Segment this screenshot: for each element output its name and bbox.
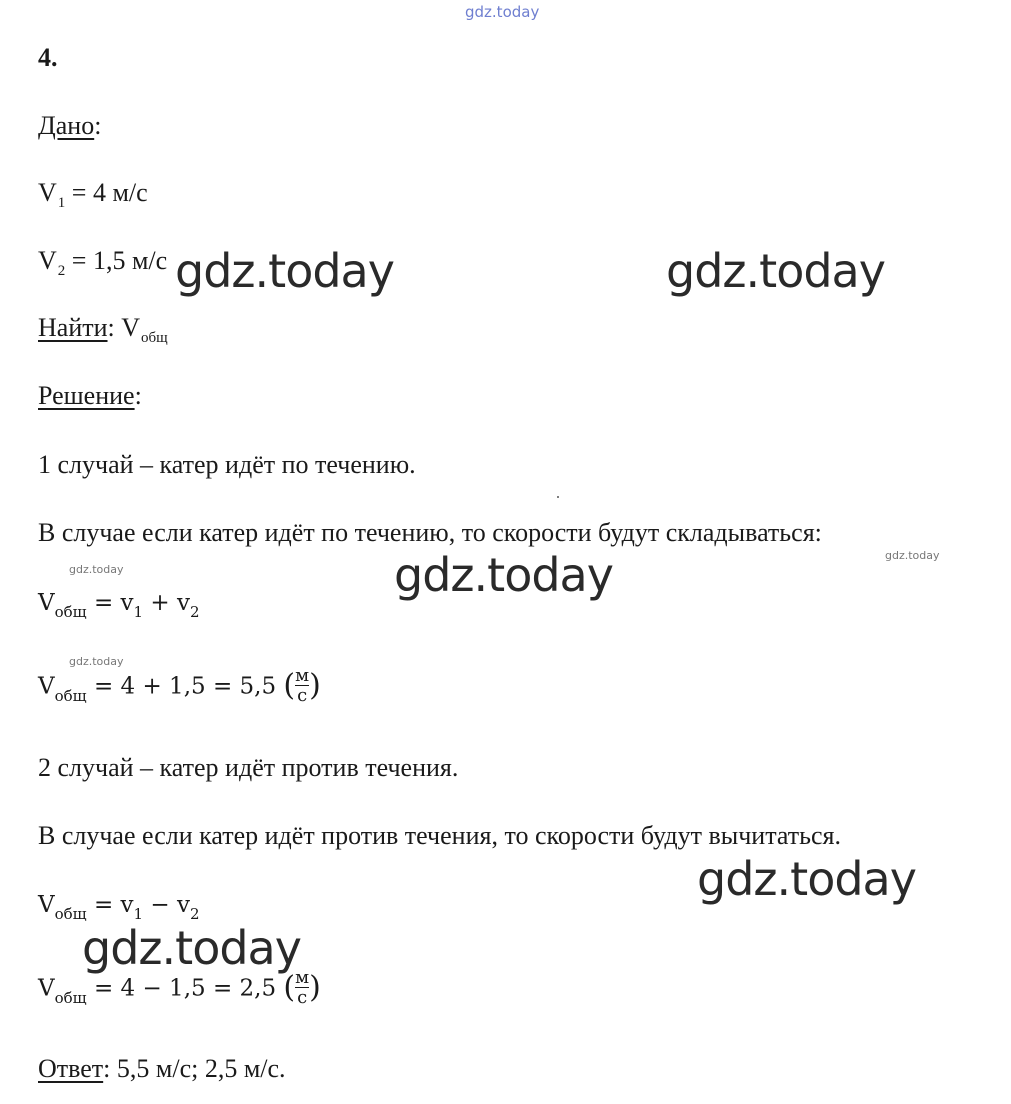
var: V [121, 313, 141, 342]
var: V [38, 178, 57, 207]
solution-heading: Решение: [38, 381, 142, 410]
case2-calc: $V_{общ} = 4 - 1,5 = 2,5$ ( $\frac{м}{с}$ ) [38, 967, 321, 1008]
watermark-top: gdz.today [465, 3, 540, 21]
case1-calc: $V_{общ} = 4 + 1,5 = 5,5$ ( $\frac{м}{с}$ ) [38, 665, 321, 706]
numerator: м [295, 967, 310, 988]
watermark: gdz.today [175, 244, 394, 298]
op: − v [143, 892, 190, 918]
watermark: gdz.today [394, 548, 613, 602]
given-label: Дано [38, 111, 95, 140]
watermark: gdz.today [885, 549, 940, 562]
subscript: общ [54, 905, 87, 923]
unit-fraction [295, 969, 309, 1006]
unit-fraction [295, 667, 309, 704]
case1-title: 1 случай – катер идёт по течению. [38, 450, 416, 479]
subscript: 1 [133, 905, 144, 923]
given-heading: Дано: [38, 111, 102, 140]
lhs: V [38, 673, 55, 700]
case1-text: В случае если катер идёт по течению, то скорости будут складываться: [38, 518, 822, 547]
case1-formula [38, 588, 200, 620]
value: = 4 м/с [65, 178, 148, 207]
value: = 1,5 м/с [65, 246, 168, 275]
solution-label: Решение [38, 381, 135, 410]
speck [557, 496, 559, 498]
var: V [38, 246, 57, 275]
expression: = 4 − 1,5 = 2,5 [86, 975, 284, 1002]
answer-value: : 5,5 м/с; 2,5 м/с. [103, 1054, 286, 1083]
answer-line [38, 1054, 286, 1084]
denominator: с [297, 987, 308, 1008]
denominator: с [297, 685, 308, 706]
expression: = 4 + 1,5 = 5,5 [86, 673, 284, 700]
lhs: V [38, 590, 55, 616]
op: + v [143, 590, 190, 616]
subscript: общ [54, 988, 87, 1007]
subscript: общ [54, 603, 87, 621]
subscript: общ [141, 330, 168, 346]
subscript: 1 [133, 603, 144, 621]
watermark: gdz.today [82, 921, 301, 975]
watermark: gdz.today [666, 244, 885, 298]
eq: = v [86, 590, 134, 616]
numerator: м [295, 665, 310, 686]
eq: = v [86, 892, 134, 918]
subscript: 2 [189, 905, 200, 923]
case2-text: В случае если катер идёт против течения, то скорости будут вычитаться. [38, 821, 841, 850]
lhs: V [38, 975, 55, 1002]
watermark: gdz.today [69, 655, 124, 668]
find-line: Найти: $V_{общ}$ [38, 313, 168, 346]
given-v1 [38, 178, 148, 212]
answer-label: Ответ [38, 1054, 104, 1083]
problem-number: 4. [38, 43, 58, 72]
watermark: gdz.today [697, 852, 916, 906]
subscript: 2 [189, 603, 200, 621]
given-v2 [38, 246, 167, 280]
find-label: Найти [38, 313, 108, 342]
subscript: 1 [57, 195, 66, 211]
case2-title: 2 случай – катер идёт против течения. [38, 753, 459, 782]
case2-formula [38, 890, 200, 922]
subscript: общ [54, 686, 87, 705]
watermark: gdz.today [69, 563, 124, 576]
lhs: V [38, 892, 55, 918]
subscript: 2 [57, 263, 66, 279]
